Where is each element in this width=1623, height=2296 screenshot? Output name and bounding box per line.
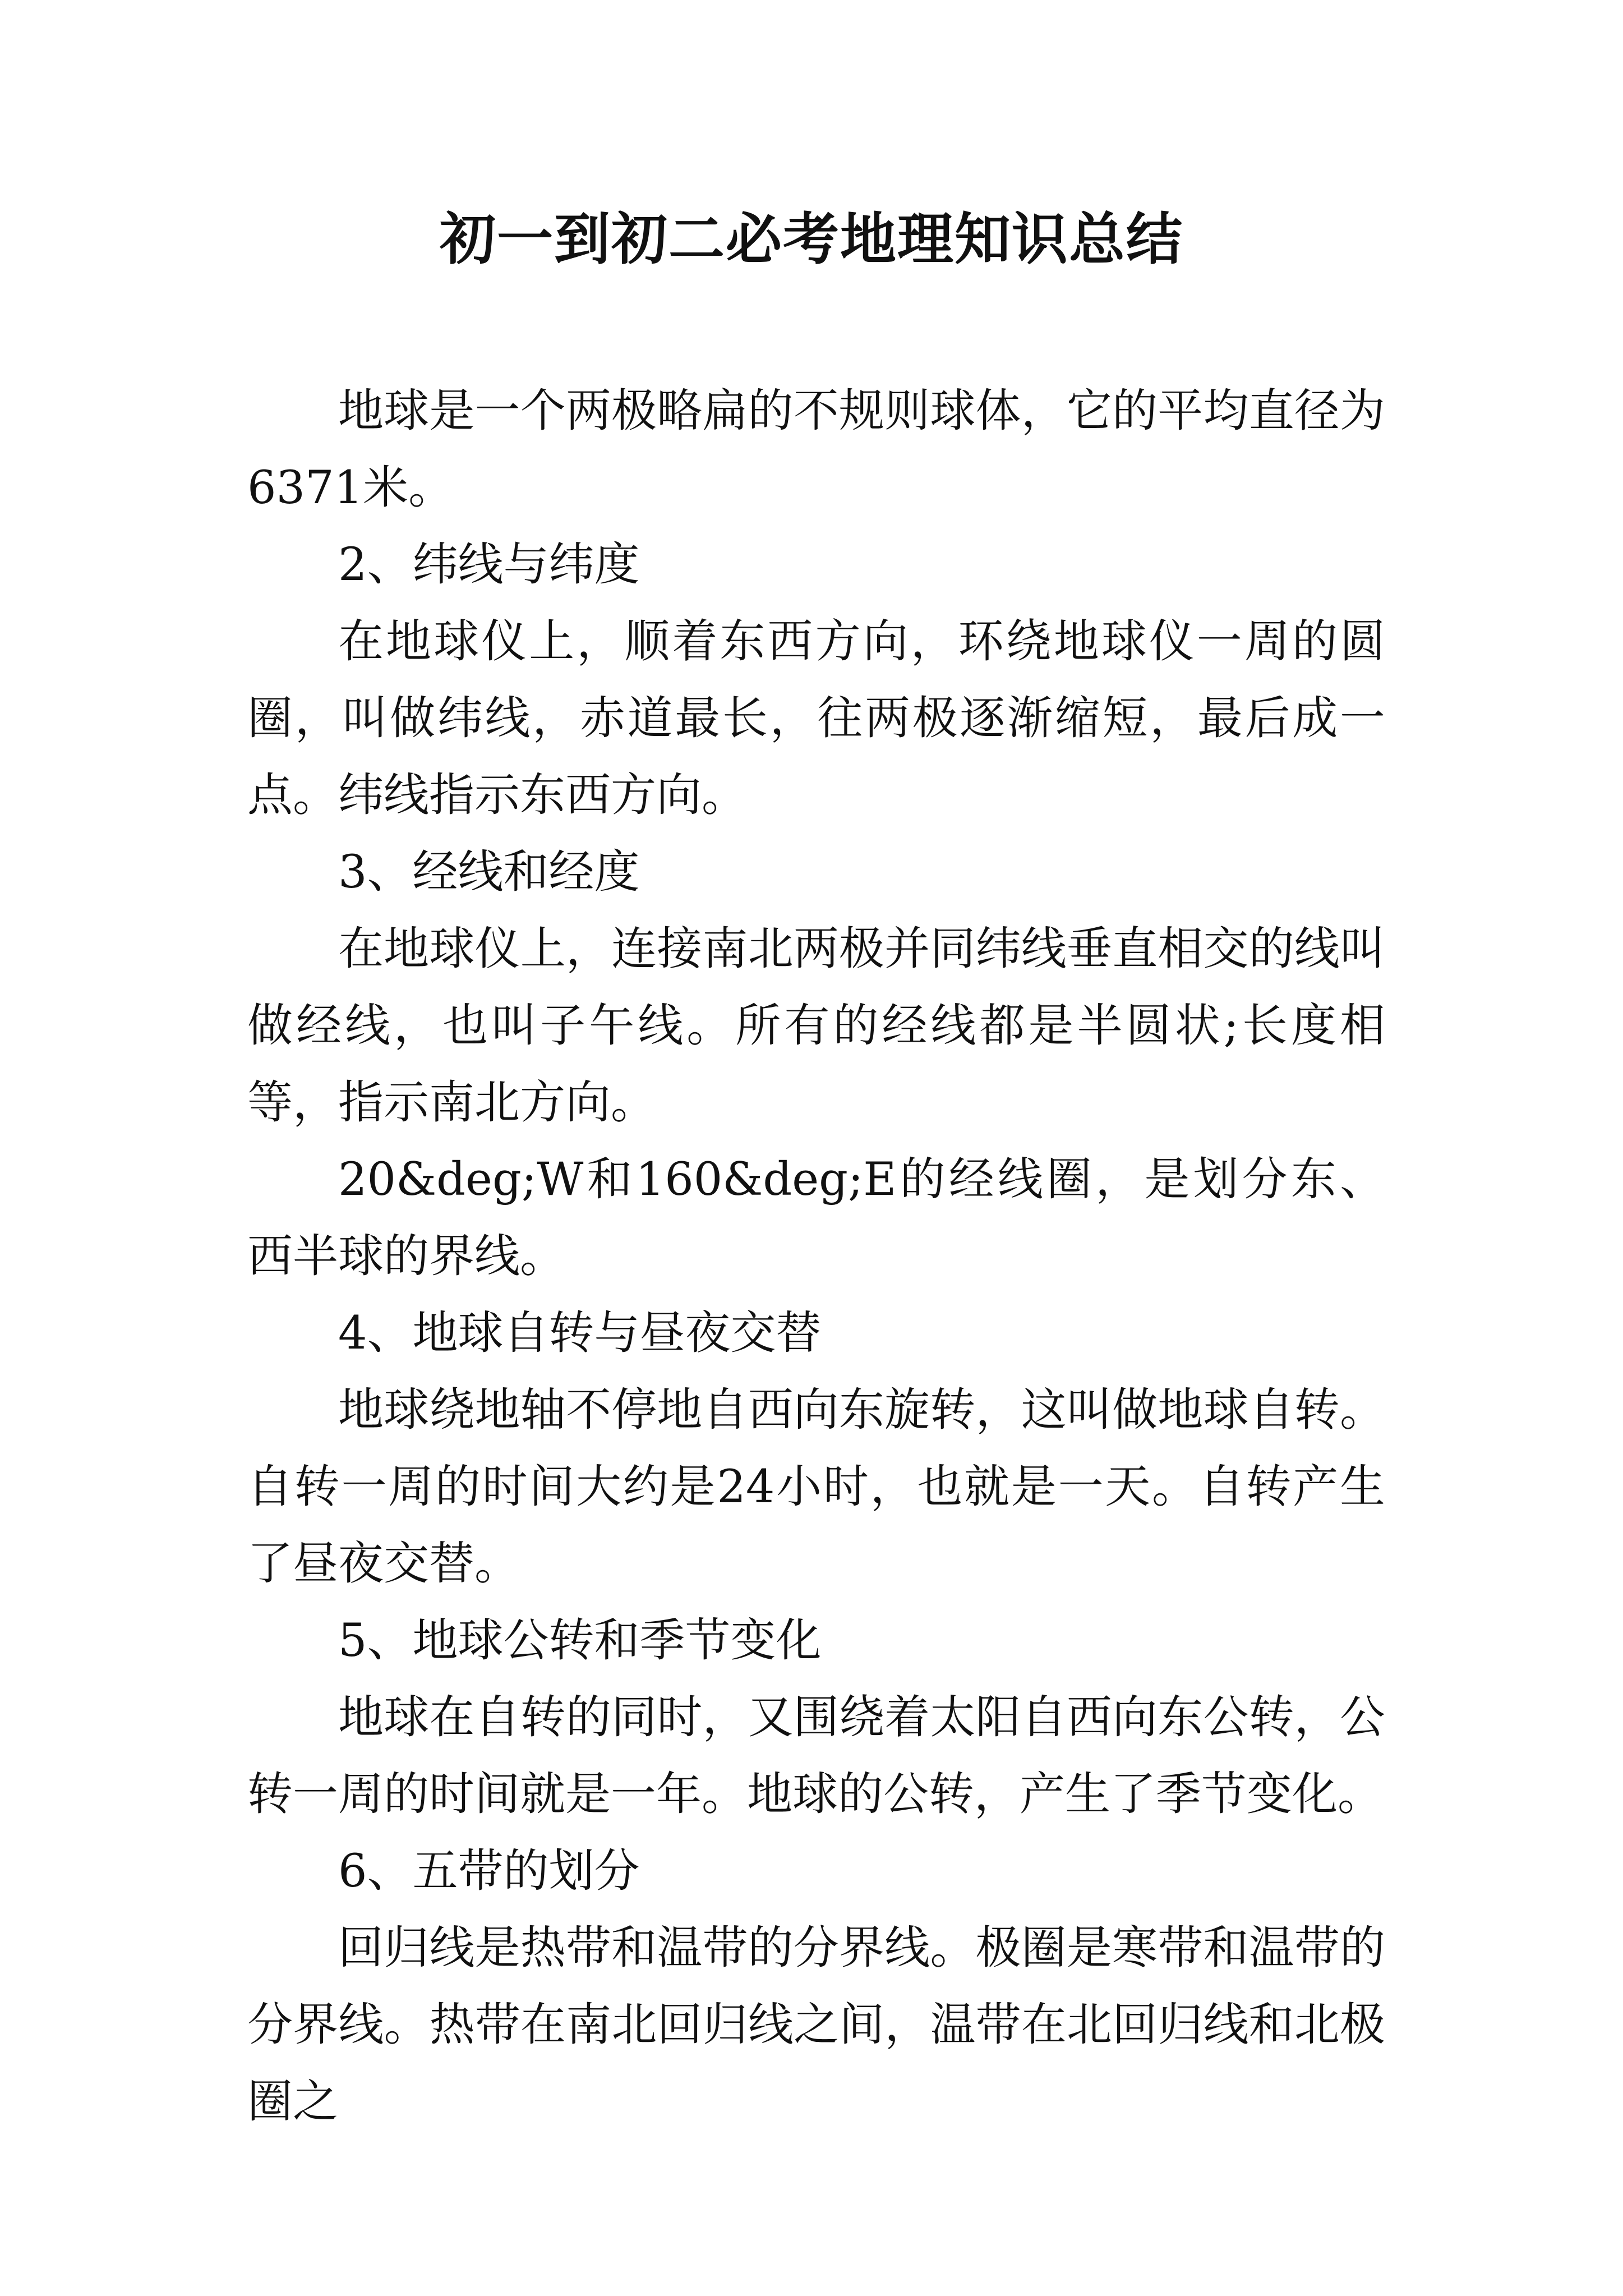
section-heading-five-zones: 6、五带的划分 bbox=[338, 1845, 640, 1898]
section-heading-latitude: 2、纬线与纬度 bbox=[338, 539, 640, 591]
paragraph-rotation: 地球绕地轴不停地自西向东旋转，这叫做地球自转。自转一周的时间大约是24小时，也就是一天。自转产生了昼夜交替。 bbox=[247, 1384, 1385, 1590]
section-heading-revolution: 5、地球公转和季节变化 bbox=[338, 1614, 822, 1667]
document-title: 初一到初二必考地理知识总结 bbox=[440, 206, 1183, 272]
section-heading-longitude: 3、经线和经度 bbox=[338, 846, 640, 899]
paragraph-revolution: 地球在自转的同时，又围绕着太阳自西向东公转，公转一周的时间就是一年。地球的公转，产生了季节变化。 bbox=[247, 1691, 1385, 1821]
paragraph-five-zones: 回归线是热带和温带的分界线。极圈是寒带和温带的分界线。热带在南北回归线之间，温带在北回归线和北极圈之 bbox=[247, 1922, 1385, 2128]
paragraph-hemisphere-boundary: 20&deg;W和160&deg;E的经线圈，是划分东、西半球的界线。 bbox=[247, 1153, 1385, 1283]
section-heading-rotation: 4、地球自转与昼夜交替 bbox=[338, 1307, 822, 1360]
paragraph-latitude: 在地球仪上，顺着东西方向，环绕地球仪一周的圆圈，叫做纬线，赤道最长，往两极逐渐缩短，最后成一点。纬线指示东西方向。 bbox=[247, 615, 1385, 822]
paragraph-longitude: 在地球仪上，连接南北两极并同纬线垂直相交的线叫做经线，也叫子午线。所有的经线都是半圆状;长度相等，指示南北方向。 bbox=[247, 923, 1385, 1129]
paragraph-earth-shape: 地球是一个两极略扁的不规则球体，它的平均直径为6371米。 bbox=[247, 385, 1385, 514]
document-body bbox=[247, 373, 1385, 2141]
